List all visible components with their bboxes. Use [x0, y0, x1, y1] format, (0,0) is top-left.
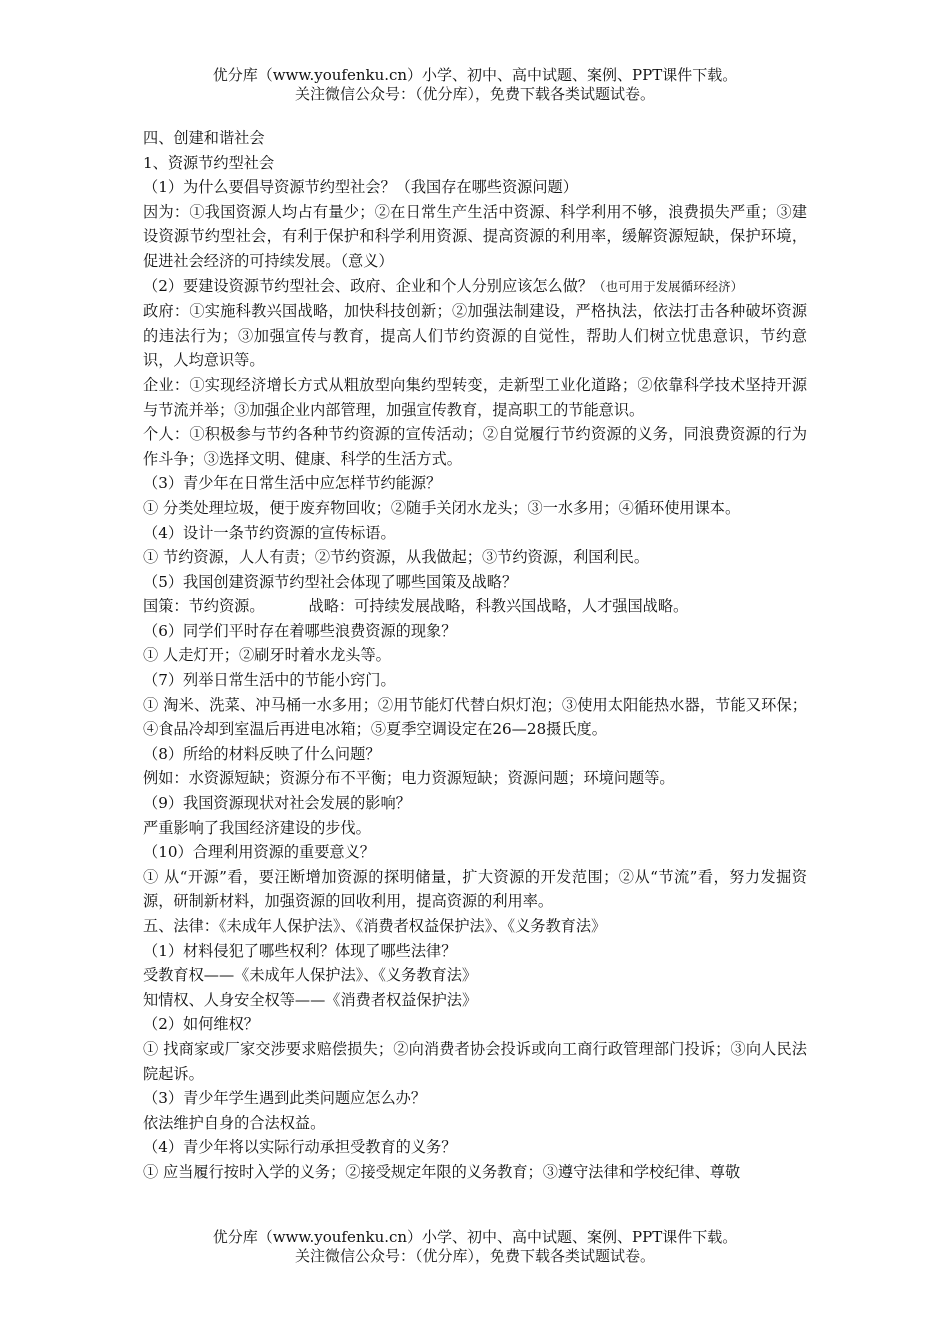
subsection-1-title: 1、资源节约型社会: [143, 153, 275, 172]
answer-10: ① 从“开源”看，要汪断增加资源的探明储量，扩大资源的开发范围；②从“节流”看，努力发掘资源，研制新材料，加强资源的回收利用，提高资源的利用率。: [143, 867, 807, 911]
question-1: （1）为什么要倡导资源节约型社会？（我国存在哪些资源问题）: [143, 178, 578, 197]
law-answer-1-line-1: 受教育权——《未成年人保护法》、《义务教育法》: [143, 966, 478, 985]
law-question-2: （2）如何维权？: [143, 1015, 259, 1034]
answer-2-government: 政府：①实施科教兴国战略，加快科技创新；②加强法制建设，严格执法，依法打击各种破坏资源的违法行为；③加强宣传与教育，提高人们节约资源的自觉性，帮助人们树立忧患意识，节约意识，人均意识等。: [143, 302, 807, 370]
answer-1: 因为：①我国资源人均占有量少；②在日常生产生活中资源、科学利用不够，浪费损失严重；③建设资源节约型社会，有利于保护和科学利用资源、提高资源的利用率，缓解资源短缺，保护环境，促进社会经济的可持续发展。（意义）: [143, 202, 807, 270]
question-6: （6）同学们平时存在着哪些浪费资源的现象？: [143, 621, 457, 640]
answer-2-enterprise: 企业：①实现经济增长方式从粗放型向集约型转变，走新型工业化道路；②依靠科学技术坚持开源与节流并举；③加强企业内部管理，加强宣传教育，提高职工的节能意识。: [143, 375, 807, 419]
answer-3: ① 分类处理垃圾，便于废弃物回收；②随手关闭水龙头；③一水多用；④循环使用课本。: [143, 498, 741, 517]
answer-8: 例如：水资源短缺；资源分布不平衡；电力资源短缺；资源问题；环境问题等。: [143, 769, 675, 788]
law-answer-1-line-2: 知情权、人身安全权等——《消费者权益保护法》: [143, 990, 478, 1009]
answer-7: ① 淘米、洗菜、冲马桶一水多用；②用节能灯代替白炽灯泡；③使用太阳能热水器，节能又环保；④食品冷却到室温后再进电冰箱；⑤夏季空调设定在26—28摄氏度。: [143, 695, 807, 739]
law-question-4: （4）青少年将以实际行动承担受教育的义务？: [143, 1138, 457, 1157]
question-4: （4）设计一条节约资源的宣传标语。: [143, 523, 396, 542]
question-9: （9）我国资源现状对社会发展的影响？: [143, 794, 411, 813]
section-4-title: 四、创建和谐社会: [143, 129, 265, 147]
answer-5-strategy: 战略：可持续发展战略，科教兴国战略，人才强国战略。: [308, 597, 689, 616]
footer-line-2: 关注微信公众号：（优分库），免费下载各类试题试卷。: [294, 1247, 655, 1265]
header-line-1: 优分库（www.youfenku.cn）小学、初中、高中试题、案例、PPT课件下载。: [212, 66, 738, 84]
answer-5: [143, 594, 807, 619]
answer-2-individual: 个人：①积极参与节约各种节约资源的宣传活动；②自觉履行节约资源的义务，同浪费资源的行为作斗争；③选择文明、健康、科学的生活方式。: [143, 425, 807, 468]
law-answer-4: ① 应当履行按时入学的义务；②接受规定年限的义务教育；③遵守法律和学校纪律、尊敬: [143, 1162, 741, 1181]
question-10: （10）合理利用资源的重要意义？: [143, 843, 375, 862]
answer-5-policy: 国策：节约资源。: [143, 597, 265, 616]
law-answer-2: ① 找商家或厂家交涉要求赔偿损失；②向消费者协会投诉或向工商行政管理部门投诉；③向人民法院起诉。: [143, 1039, 807, 1083]
section-5-title: 五、法律：《未成年人保护法》、《消费者权益保护法》、《义务教育法》: [143, 917, 607, 935]
law-question-3: （3）青少年学生遇到此类问题应怎么办？: [143, 1089, 427, 1108]
law-question-1: （1）材料侵犯了哪些权利？体现了哪些法律？: [143, 941, 457, 960]
answer-4: ① 节约资源，人人有责；②节约资源，从我做起；③节约资源，利国利民。: [143, 548, 650, 567]
question-5: （5）我国创建资源节约型社会体现了哪些国策及战略？: [143, 572, 518, 591]
header-line-2: 关注微信公众号：（优分库），免费下载各类试题试卷。: [294, 85, 655, 103]
law-answer-3: 依法维护自身的合法权益。: [143, 1113, 326, 1132]
answer-6: ① 人走灯开；②刷牙时着水龙头等。: [143, 646, 391, 665]
page-header: [0, 66, 950, 104]
document-body: [143, 126, 807, 1185]
page-footer: [0, 1228, 950, 1266]
question-2-main: （2）要建设资源节约型社会、政府、企业和个人分别应该怎么做？: [143, 276, 594, 295]
question-2-note: （也可用于发展循环经济）: [593, 278, 744, 294]
question-7: （7）列举日常生活中的节能小窍门。: [143, 671, 396, 690]
question-2: [143, 274, 807, 300]
answer-9: 严重影响了我国经济建设的步伐。: [143, 818, 371, 837]
footer-line-1: 优分库（www.youfenku.cn）小学、初中、高中试题、案例、PPT课件下载。: [212, 1228, 738, 1246]
question-8: （8）所给的材料反映了什么问题？: [143, 744, 381, 763]
question-3: （3）青少年在日常生活中应怎样节约能源？: [143, 474, 442, 493]
